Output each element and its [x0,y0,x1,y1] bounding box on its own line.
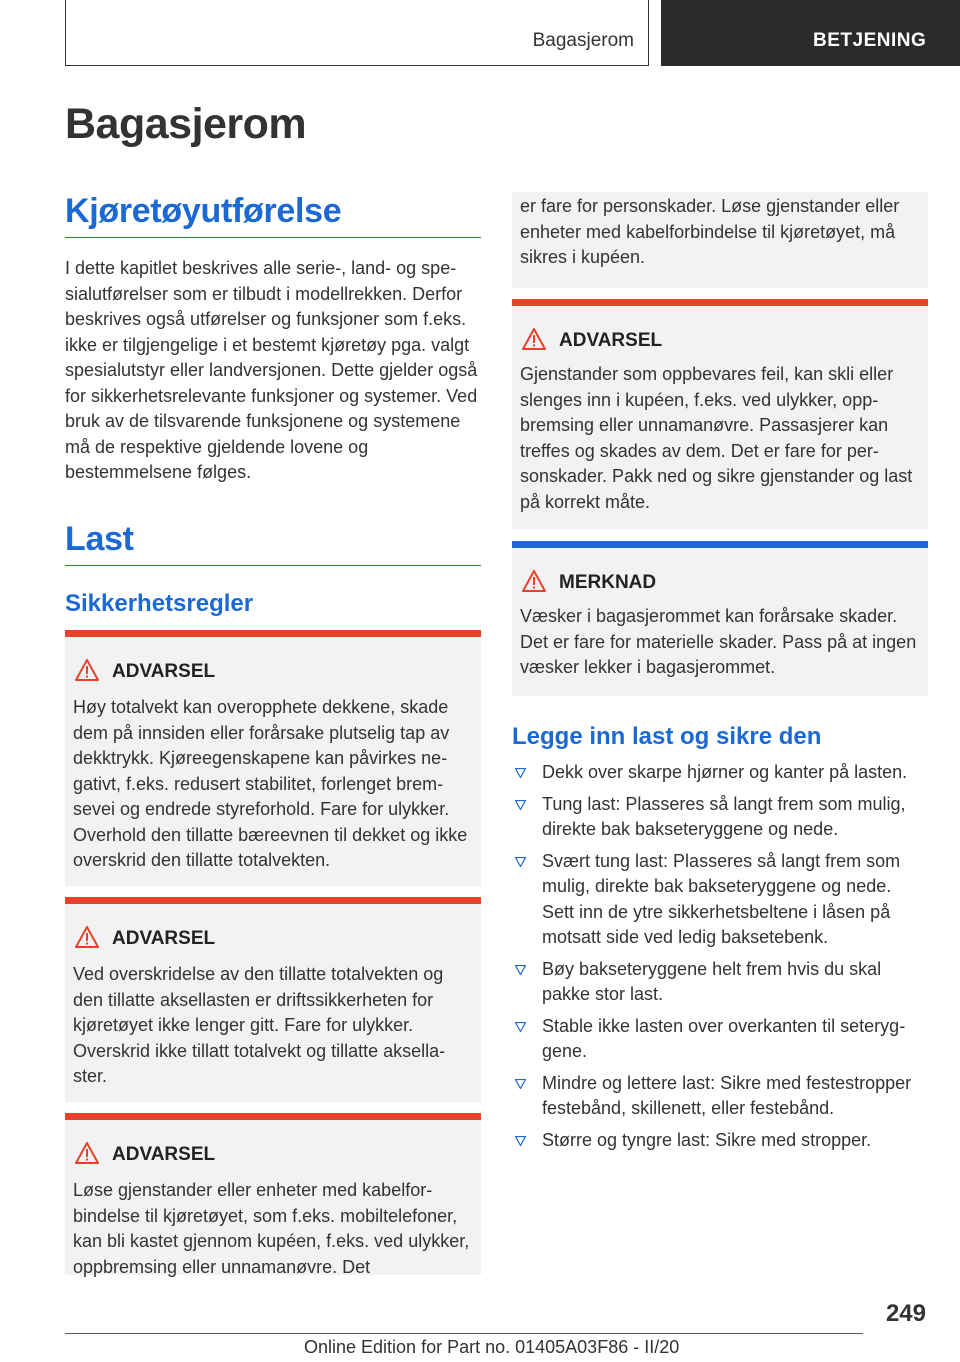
warning-text: Løse gjenstander eller enheter med kabelforbindelse til kjøretøyet, som f.eks. mobiltelefoner, kan bli kastet gjennom kupéen, f.eks. ved ulykker, oppbremsing eller unnamanøvre. Det [73,1180,470,1277]
note-title: MERKNAD [559,572,657,593]
footer-divider [65,1333,863,1334]
note-box [512,541,928,696]
heading-vehicle-version: Kjøretøyutførelse [65,192,481,238]
warning-continuation-text: er fare for personskader. Løse gjenstander eller enheter med kabelforbindelse til kjøretøyet, må sikres i kupéen. [520,196,900,267]
warning-title: ADVARSEL [112,661,216,682]
vehicle-version-text: I dette kapitlet beskrives alle serie-, land- og spesialutførelser som er tilbudt i modellrekken. Derfor beskrives også utførelser og funksjoner som f.eks. ikke er tilgjengelige i et bestemt kjøretøy pga. valgt spesialutstyr eller landversjonen. Dette gjelder også for sikkerhetsrelevante funksjoner og systemer. Ved bruk av de tilsvarende funksjonene og systemene må de respektive gjeldende lovene og bestemmelsene følges. [65,258,478,482]
list-item [512,849,928,951]
list-item-text: Tung last: Plasseres så langt frem som mulig, direkte bak bakseteryggene og nede. [542,793,906,839]
warning-triangle-icon [522,328,546,350]
page-title: Bagasjerom [65,100,307,148]
heading-load-securing: Legge inn last og sikre den [512,723,822,750]
triangle-bullet-icon [515,1079,526,1089]
triangle-bullet-icon [515,857,526,867]
note-text: Væsker i bagasjerommet kan forårsake skader. Det er fare for materielle skader. Pass på at ingen væsker lekker i bagasjerommet. [520,606,917,677]
triangle-bullet-icon [515,1022,526,1032]
warning-triangle-icon [75,1142,99,1164]
list-item-text: Mindre og lettere last: Sikre med festestropper festebånd, skillenett, eller festebånd. [542,1072,912,1118]
warning-box-1 [65,630,481,886]
list-item [512,1128,928,1154]
warning-title: ADVARSEL [112,1144,216,1165]
list-item-text: Bøy bakseteryggene helt frem hvis du skal pakke stor last. [542,958,882,1004]
heading-safety-rules: Sikkerhetsregler [65,590,254,617]
header-section-box [65,0,649,66]
list-item-text: Stable ikke lasten over overkanten til seteryggene. [542,1015,906,1061]
warning-triangle-icon [522,570,546,592]
warning-title: ADVARSEL [112,928,216,949]
warning-text: Ved overskridelse av den tillatte totalvekten og den tillatte aksellasten er driftssikkerheten for kjøretøyet ikke lenger gitt. Fare for ulykker. Overskrid ikke tillatt totalvekt og tillatte aksellaster. [73,964,446,1086]
header-chapter-label: BETJENING [813,30,927,51]
load-instructions-list [512,760,928,1159]
list-item [512,1071,928,1122]
list-item [512,957,928,1008]
list-item-text: Dekk over skarpe hjørner og kanter på lasten. [542,762,908,782]
warning-text: Høy totalvekt kan overopphete dekkene, skade dem på innsiden eller forårsake plutselig tap av dekktrykk. Kjøreegenskapene kan påvirkes negativt, f.eks. redusert stabilitet, forlenget bremsevei og endrede styreforhold. Fare for ulykker. Overhold den tillatte bæreevnen til dekket og ikke overskrid den tillatte totalvekten. [73,697,468,870]
list-item [512,760,928,786]
warning-text: Gjenstander som oppbevares feil, kan skli eller slenges inn i kupéen, f.eks. ved ulykker, oppbremsing eller unnamanøvre. Passasjerer kan treffes og skades av dem. Det er fare for personskader. Pakk ned og sikre gjenstander og last på korrekt måte. [520,364,913,512]
triangle-bullet-icon [515,1136,526,1146]
warning-box-3 [65,1113,481,1275]
list-item [512,792,928,843]
triangle-bullet-icon [515,965,526,975]
header-section-title: Bagasjerom [532,30,634,51]
list-item-text: Større og tyngre last: Sikre med stropper. [542,1129,872,1150]
list-item-text: Svært tung last: Plasseres så langt frem som mulig, direkte bak bakseteryggene og nede. Sett inn de ytre sikkerhetsbeltene i låsen på motsatt side ved ledig baksetebenk. [542,850,901,947]
triangle-bullet-icon [515,768,526,778]
warning-box-2 [65,897,481,1102]
triangle-bullet-icon [515,800,526,810]
warning-title: ADVARSEL [559,330,663,351]
list-item [512,1014,928,1065]
warning-box-4 [512,299,928,529]
footer-edition: Online Edition for Part no. 01405A03F86 - II/20 [304,1337,680,1357]
header-chapter-tab [661,0,960,66]
warning-continuation-box [512,192,928,288]
warning-triangle-icon [75,926,99,948]
heading-load: Last [65,520,481,566]
page-number: 249 [885,1300,926,1327]
warning-triangle-icon [75,659,99,681]
